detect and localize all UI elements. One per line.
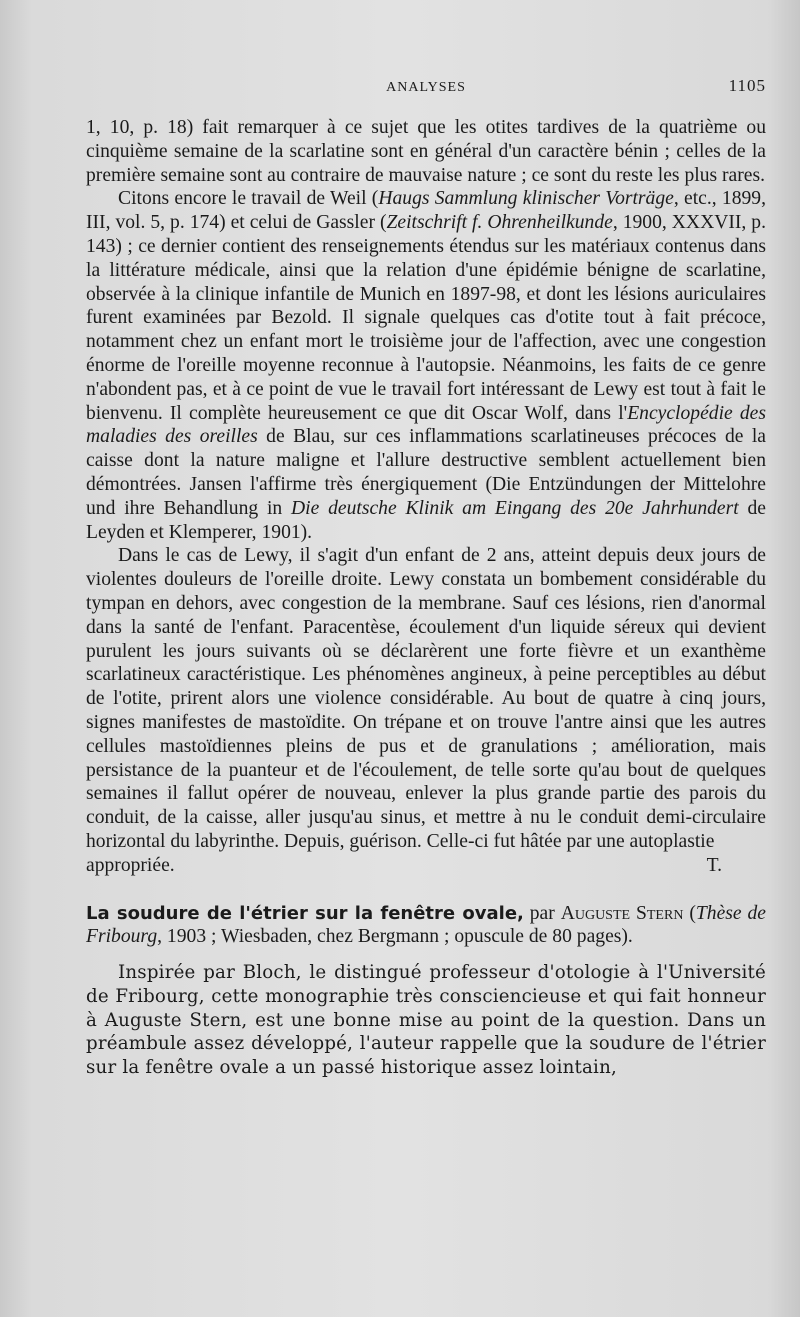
review-title: La soudure de l'étrier sur la fenêtre ovale, <box>86 902 524 924</box>
text-run: de Leyden et Klemperer, 1901). <box>86 497 766 543</box>
page-body <box>86 116 766 1080</box>
review-paragraph: Inspirée par Bloch, le distingué professeur d'otologie à l'Université de Fribourg, cette monographie très consciencieuse et qui fait honneur à Auguste Stern, est une bonne mise au point de la question. Dans un préambule assez développé, l'auteur rappelle que la soudure de l'étrier sur la fenêtre ovale a un passé historique assez lointain, <box>86 962 766 1079</box>
page-number: 1105 <box>728 76 766 95</box>
page-header <box>86 76 766 100</box>
text-run: , 1903 ; Wiesbaden, chez Bergmann ; opuscule de 80 pages). <box>157 926 633 948</box>
text-run: de Blau, sur ces inflammations scarlatineuses précoces de la caisse dont la nature maligne et l'allure destructive semblent actuellement bien démontrées. Jansen l'affirme très énergiquement (Die Entzündungen der Mittelohre und ihre Behandlung in <box>86 426 766 519</box>
text-run: , 1900, XXXVII, p. 143) ; ce dernier contient des renseignements étendus sur les matériaux contenus dans la littérature médicale, ainsi que la relation d'une épidémie bénigne de scarlatine, observée à la clinique infantile de Munich en 1897-98, et dont les lésions auriculaires furent examinées par Bezold. Il signale quelques cas d'otite tout à fait précoce, notamment chez un enfant mort le troisième jour de l'affection, avec une congestion énorme de l'oreille moyenne reconnue à l'autopsie. Néanmoins, les faits de ce genre n'abondent pas, et à ce point de vue le travail fort intéressant de Lewy est tout à fait le bienvenu. Il complète heureusement ce que dit Oscar Wolf, dans l' <box>86 212 766 424</box>
review-source: Thèse de Fribourg <box>86 902 766 948</box>
paragraph-end-line <box>86 854 766 878</box>
paragraph-continuation: 1, 10, p. 18) fait remarquer à ce sujet que les otites tardives de la quatrième ou cinquième semaine de la scarlatine sont en général d'un caractère bénin ; celles de la première semaine sont au contraire de mauvaise nature ; ce sont du reste les plus rares. <box>86 117 766 186</box>
text-run: , etc., 1899, III, vol. 5, p. 174) et celui de Gassler ( <box>86 188 767 234</box>
paragraph-citations <box>86 187 766 544</box>
citation-title: Zeitschrift f. Ohrenheilkunde <box>386 212 613 234</box>
last-word: appropriée. <box>86 854 175 876</box>
paragraph-case: Dans le cas de Lewy, il s'agit d'un enfant de 2 ans, atteint depuis deux jours de violentes douleurs de l'oreille droite. Lewy constata un bombement considérable du tympan en dehors, avec congestion de la membrane. Sauf ces lésions, rien d'anormal dans la santé de l'enfant. Paracentèse, écoulement d'un liquide séreux qui devient purulent les jours suivants où se déclarèrent une forte fièvre et un exanthème scarlatineux caractéristique. Les phénomènes angineux, à peine perceptibles au début de l'otite, prirent alors une violence considérable. Au bout de quatre à cinq jours, signes manifestes de mastoïdite. On trépane et on trouve l'antre ainsi que les autres cellules mastoïdiennes pleins de pus et de granulations ; amélioration, mais persistance de la puanteur et de l'écoulement, de telle sorte qu'au bout de quelques semaines il fallut opérer de nouveau, enlever la plus grande partie des parois du conduit, de la caisse, aller jusqu'au sinus, et mettre à nu le conduit demi-circulaire horizontal du labyrinthe. Depuis, guérison. Celle-ci fut hâtée par une autoplastie <box>86 545 766 852</box>
author-signature: T. <box>706 854 722 876</box>
citation-title: Encyclopédie des maladies des oreilles <box>86 402 767 448</box>
text-run: Citons encore le travail de Weil ( <box>118 188 379 210</box>
text-run: par <box>523 902 561 924</box>
citation-title: Haugs Sammlung klinischer Vorträge <box>378 188 674 210</box>
running-title: ANALYSES <box>386 80 466 95</box>
text-run: ( <box>683 902 696 924</box>
review-author: Auguste Stern <box>560 902 684 924</box>
citation-title: Die deutsche Klinik am Eingang des 20e Jahrhundert <box>291 497 739 519</box>
review-heading <box>86 902 766 950</box>
